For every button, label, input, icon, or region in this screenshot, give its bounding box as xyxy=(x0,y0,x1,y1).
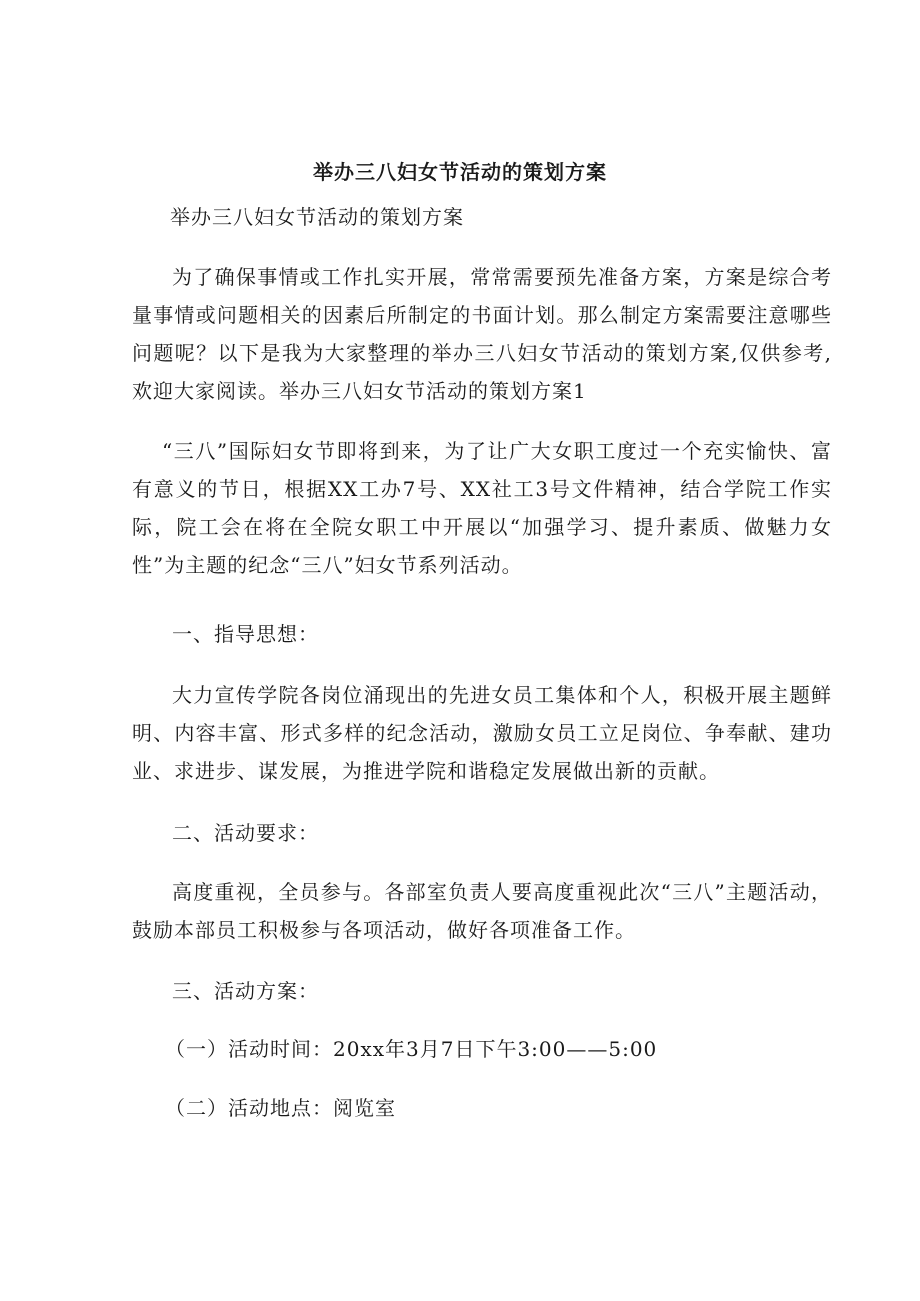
document-title: 举办三八妇女节活动的策划方案 xyxy=(313,160,607,184)
section-heading-requirements: 二、活动要求： xyxy=(172,821,319,845)
plan-item-location: （二）活动地点：阅览室 xyxy=(165,1096,396,1120)
section-heading-plan: 三、活动方案： xyxy=(172,979,319,1003)
section-body-guiding-thought: 大力宣传学院各岗位涌现出的先进女员工集体和个人，积极开展主题鲜明、内容丰富、形式多样的纪念活动，激励女员工立足岗位、争奉献、建功业、求进步、谋发展，为推进学院和谐稳定发展做出新的贡献。 xyxy=(132,683,832,783)
intro-paragraph: 为了确保事情或工作扎实开展，常常需要预先准备方案，方案是综合考量事情或问题相关的因素后所制定的书面计划。那么制定方案需要注意哪些问题呢？以下是我为大家整理的举办三八妇女节活动的策划方案,仅供参考,欢迎大家阅读。举办三八妇女节活动的策划方案1 xyxy=(132,265,832,403)
section-body-requirements: 高度重视，全员参与。各部室负责人要高度重视此次“三八”主题活动，鼓励本部员工积极参与各项活动，做好各项准备工作。 xyxy=(132,880,832,942)
document-subtitle: 举办三八妇女节活动的策划方案 xyxy=(170,205,464,229)
plan-item-time: （一）活动时间：20xx年3月7日下午3:00——5:00 xyxy=(165,1037,658,1061)
section-heading-guiding-thought: 一、指导思想： xyxy=(172,622,319,646)
background-paragraph: “三八”国际妇女节即将到来，为了让广大女职工度过一个充实愉快、富有意义的节日，根据XX工办7号、XX社工3号文件精神，结合学院工作实际，院工会在将在全院女职工中开展以“加强学习、提升素质、做魅力女性”为主题的纪念“三八”妇女节系列活动。 xyxy=(132,439,832,577)
